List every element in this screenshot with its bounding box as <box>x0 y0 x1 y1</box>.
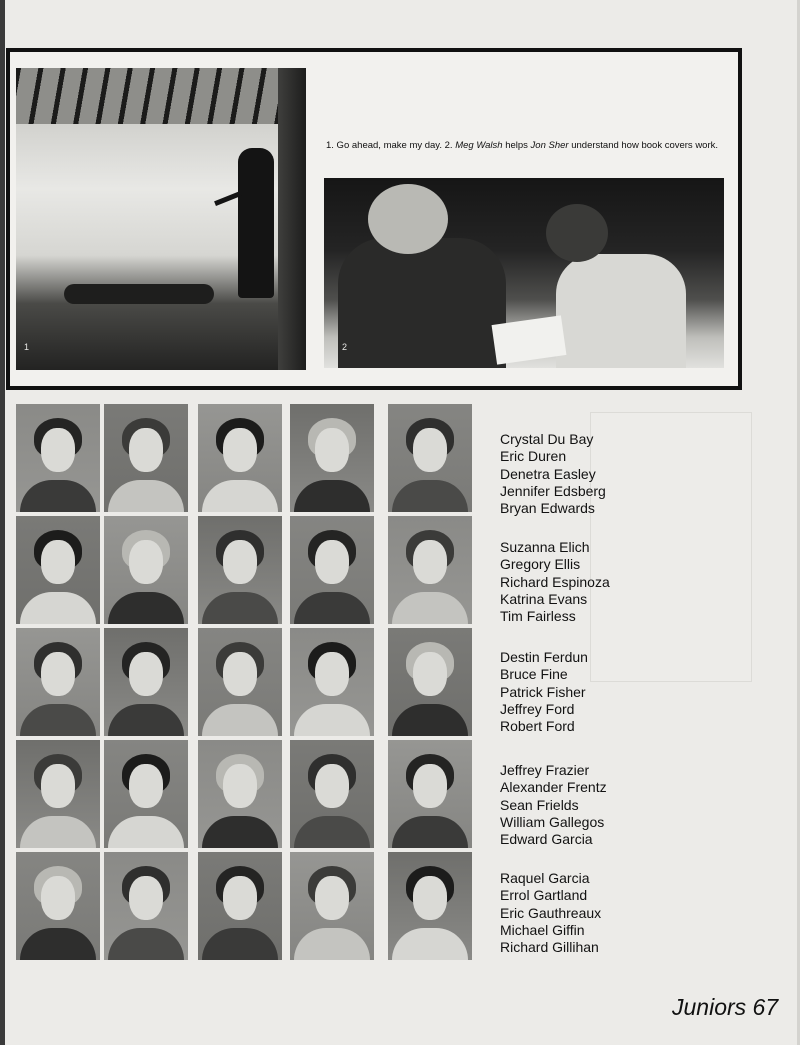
student-portrait <box>16 516 100 624</box>
portrait-shirt <box>202 592 278 624</box>
student-name: Katrina Evans <box>500 590 588 607</box>
student-portrait <box>290 628 374 736</box>
portrait-face <box>129 652 163 696</box>
portrait-shirt <box>294 928 370 960</box>
portrait-face <box>315 876 349 920</box>
student-name: Suzanna Elich <box>500 539 590 555</box>
student-name: Robert Ford <box>500 718 575 735</box>
photo-number: 1 <box>24 342 30 352</box>
ceiling-beams <box>16 68 278 124</box>
student-portrait <box>290 740 374 848</box>
dark-hair <box>546 204 608 262</box>
photo-book-covers <box>324 178 724 368</box>
student-portrait <box>388 852 472 960</box>
show-through-box <box>590 412 752 682</box>
portrait-face <box>413 764 447 808</box>
student-portrait <box>290 404 374 512</box>
student-portrait <box>290 852 374 960</box>
portrait-face <box>223 428 257 472</box>
portrait-shirt <box>202 480 278 512</box>
student-portrait <box>104 852 188 960</box>
portrait-face <box>223 764 257 808</box>
portrait-shirt <box>294 480 370 512</box>
portrait-face <box>315 764 349 808</box>
portrait-shirt <box>392 816 468 848</box>
portrait-shirt <box>392 704 468 736</box>
portrait-face <box>129 540 163 584</box>
caption-name: Meg Walsh <box>455 140 503 151</box>
caption-text: 1. Go ahead, make my day. 2. <box>326 140 453 151</box>
figure-on-ground <box>64 284 214 304</box>
student-name: Patrick Fisher <box>500 683 586 700</box>
portrait-shirt <box>20 480 96 512</box>
portrait-shirt <box>294 816 370 848</box>
student-portrait <box>104 740 188 848</box>
caption-text: understand how book covers work. <box>571 140 719 151</box>
student-portrait <box>104 628 188 736</box>
student-name: Michael Giffin <box>500 921 585 938</box>
portrait-shirt <box>20 704 96 736</box>
portrait-face <box>315 428 349 472</box>
portrait-face <box>223 540 257 584</box>
portrait-shirt <box>20 816 96 848</box>
section-name: Juniors <box>672 994 747 1020</box>
student-name: Jennifer Edsberg <box>500 482 606 499</box>
feature-photo-box <box>6 48 742 390</box>
student-name: Crystal Du Bay <box>500 431 594 447</box>
portrait-face <box>41 764 75 808</box>
caption-name: Jon Sher <box>530 140 569 151</box>
student-portrait <box>16 404 100 512</box>
student-portrait <box>104 404 188 512</box>
student-portrait <box>198 628 282 736</box>
student-name: Richard Gillihan <box>500 939 599 956</box>
portrait-face <box>413 540 447 584</box>
doorway-wall <box>278 68 306 370</box>
portrait-face <box>315 652 349 696</box>
student-portrait <box>388 740 472 848</box>
portrait-face <box>223 876 257 920</box>
student-name: William Gallegos <box>500 813 605 830</box>
student-name: Eric Gauthreaux <box>500 904 602 921</box>
portrait-face <box>41 652 75 696</box>
student-portrait <box>16 628 100 736</box>
portrait-shirt <box>294 592 370 624</box>
student-name: Gregory Ellis <box>500 556 581 573</box>
portrait-face <box>129 428 163 472</box>
student-portrait <box>198 516 282 624</box>
student-name: Edward Garcia <box>500 831 593 848</box>
student-name: Raquel Garcia <box>500 870 590 886</box>
portrait-face <box>41 428 75 472</box>
portrait-shirt <box>108 816 184 848</box>
portrait-face <box>41 876 75 920</box>
portrait-shirt <box>108 704 184 736</box>
portrait-shirt <box>108 592 184 624</box>
student-shirt <box>556 254 686 368</box>
student-name: Eric Duren <box>500 448 567 465</box>
silhouette-figure <box>238 148 274 298</box>
portrait-face <box>223 652 257 696</box>
student-portrait <box>198 852 282 960</box>
portrait-face <box>129 764 163 808</box>
student-sweater <box>338 238 506 368</box>
student-portrait <box>16 740 100 848</box>
portrait-shirt <box>108 928 184 960</box>
student-name: Richard Espinoza <box>500 573 610 590</box>
student-name: Jeffrey Frazier <box>500 762 590 778</box>
portrait-shirt <box>20 592 96 624</box>
student-name: Jeffrey Ford <box>500 700 575 717</box>
student-portrait <box>198 740 282 848</box>
student-name: Tim Fairless <box>500 608 576 625</box>
portrait-face <box>129 876 163 920</box>
student-portrait <box>104 516 188 624</box>
portrait-shirt <box>202 928 278 960</box>
portrait-shirt <box>294 704 370 736</box>
student-portrait <box>198 404 282 512</box>
portrait-shirt <box>108 480 184 512</box>
name-list <box>500 431 606 517</box>
student-name: Bryan Edwards <box>500 500 595 517</box>
portrait-shirt <box>202 704 278 736</box>
photo-caption <box>326 140 730 152</box>
student-name: Sean Frields <box>500 796 579 813</box>
student-portrait <box>290 516 374 624</box>
student-portrait <box>388 516 472 624</box>
portrait-shirt <box>392 928 468 960</box>
portrait-face <box>413 652 447 696</box>
student-name: Errol Gartland <box>500 887 588 904</box>
student-portrait <box>388 628 472 736</box>
name-list <box>500 539 610 625</box>
page-footer <box>672 994 778 1021</box>
portrait-face <box>413 876 447 920</box>
student-portrait <box>388 404 472 512</box>
student-name: Alexander Frentz <box>500 779 607 796</box>
photo-number: 2 <box>342 342 348 352</box>
name-list <box>500 762 607 848</box>
student-name: Denetra Easley <box>500 465 596 482</box>
student-name: Destin Ferdun <box>500 649 588 665</box>
student-portrait <box>16 852 100 960</box>
name-list <box>500 649 588 735</box>
student-name: Bruce Fine <box>500 666 568 683</box>
portrait-face <box>41 540 75 584</box>
photo-gunman-standoff <box>16 68 306 370</box>
caption-text: helps <box>505 140 528 151</box>
portrait-shirt <box>20 928 96 960</box>
curly-hair <box>368 184 448 254</box>
portrait-shirt <box>392 480 468 512</box>
portrait-face <box>413 428 447 472</box>
portrait-shirt <box>202 816 278 848</box>
page-binding-edge <box>0 0 5 1045</box>
name-list <box>500 870 601 956</box>
portrait-shirt <box>392 592 468 624</box>
portrait-face <box>315 540 349 584</box>
page-number: 67 <box>752 994 779 1020</box>
